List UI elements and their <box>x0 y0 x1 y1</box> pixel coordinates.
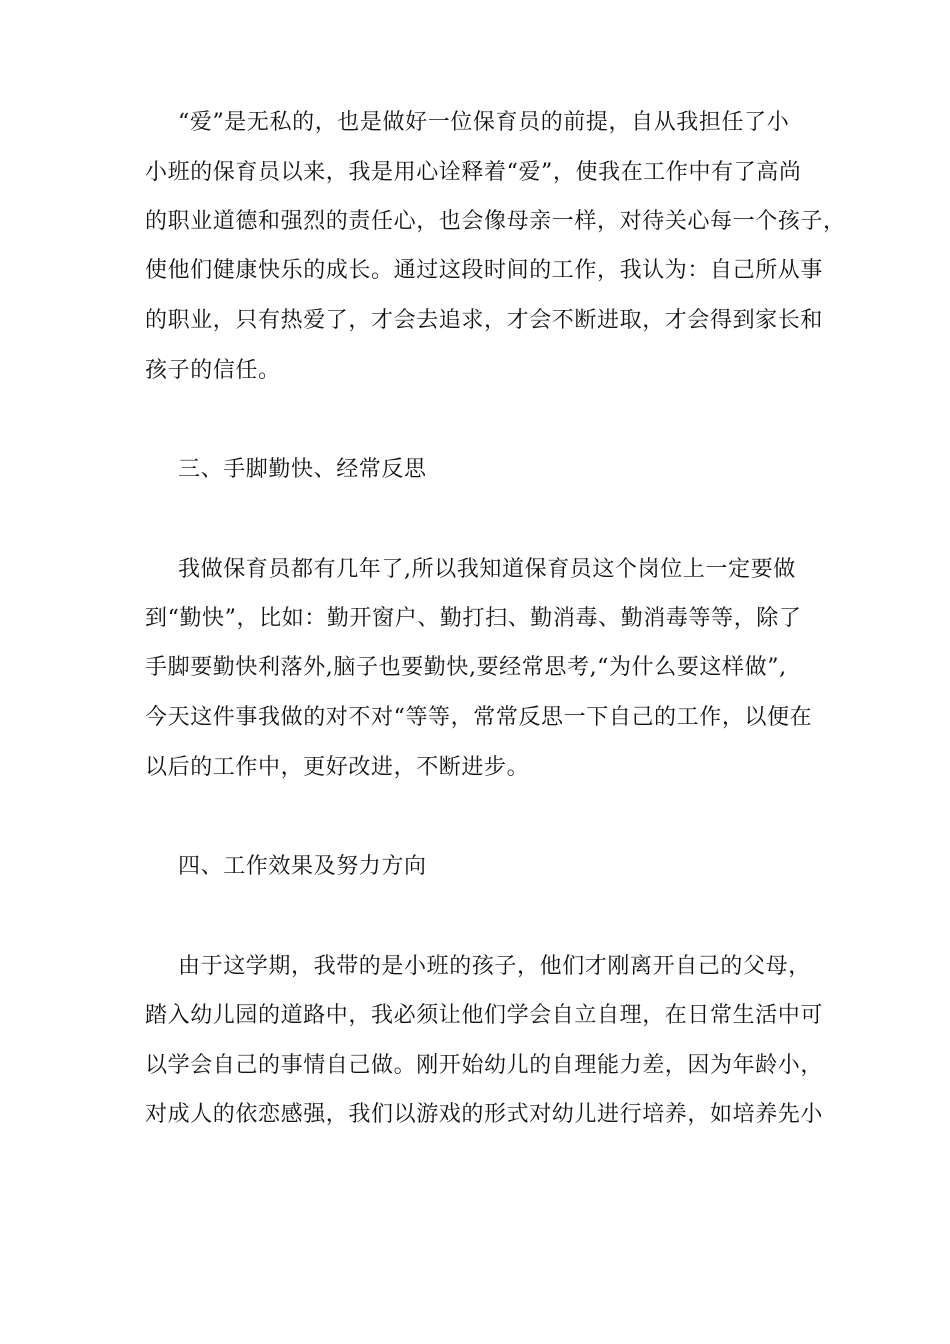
text-line: 孩子的信任。 <box>145 358 281 383</box>
text-line: 到“勤快”，比如：勤开窗户、勤打扫、勤消毒、勤消毒等等，除了 <box>145 606 802 631</box>
text-line: 踏入幼儿园的道路中，我必须让他们学会自立自理，在日常生活中可 <box>145 1003 824 1028</box>
text-line: 今天这件事我做的对不对“等等，常常反思一下自己的工作，以便在 <box>145 705 813 730</box>
text-line: 手脚要勤快利落外,脑子也要勤快,要经常思考,“为什么要这样做”, <box>145 655 787 680</box>
text-line: 以学会自己的事情自己做。刚开始幼儿的自理能力差，因为年龄小， <box>145 1053 824 1078</box>
text-line: 小班的保育员以来，我是用心诠释着“爱”，使我在工作中有了高尚 <box>145 160 802 185</box>
text-line: 以后的工作中，更好改进，不断进步。 <box>145 755 530 780</box>
text-line: 的职业道德和强烈的责任心，也会像母亲一样，对待关心每一个孩子， <box>145 209 846 234</box>
text-line: 对成人的依恋感强，我们以游戏的形式对幼儿进行培养，如培养先小 <box>145 1102 824 1127</box>
text-line: 使他们健康快乐的成长。通过这段时间的工作，我认为：自己所从事 <box>145 258 824 283</box>
text-line: “爱”是无私的，也是做好一位保育员的前提，自从我担任了小 <box>178 110 790 135</box>
section-heading-4: 四、工作效果及努力方向 <box>178 854 427 879</box>
text-line: 的职业，只有热爱了，才会去追求，才会不断进取，才会得到家长和 <box>145 308 824 333</box>
text-line: 我做保育员都有几年了,所以我知道保育员这个岗位上一定要做 <box>178 557 796 582</box>
section-heading-3: 三、手脚勤快、经常反思 <box>178 457 427 482</box>
text-line: 由于这学期，我带的是小班的孩子，他们才刚离开自己的父母， <box>178 954 811 979</box>
